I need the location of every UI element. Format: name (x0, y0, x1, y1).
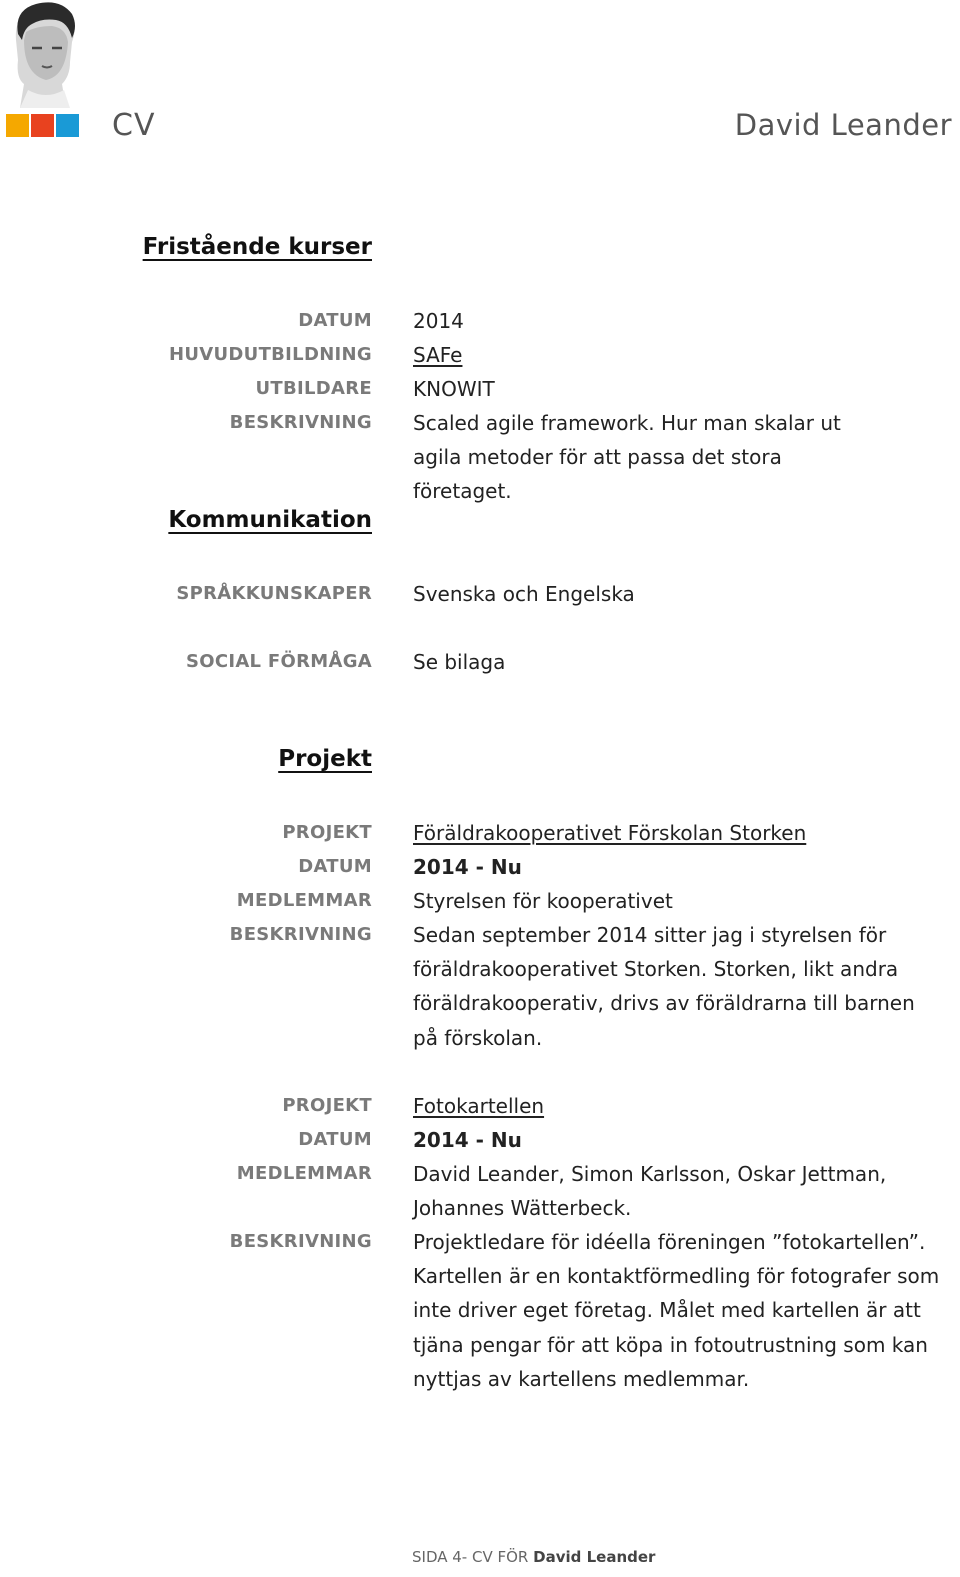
color-blocks (6, 114, 79, 137)
course-link-safe[interactable]: SAFe (413, 343, 463, 367)
cv-label: CV (112, 108, 156, 143)
project-date-label: DATUM (298, 856, 372, 877)
project-label: PROJEKT (282, 1095, 372, 1116)
section-title-communication: Kommunikation (168, 507, 372, 533)
page-footer (412, 1548, 655, 1566)
footer-prefix: SIDA 4- CV FÖR (412, 1548, 529, 1566)
blue-block (56, 114, 79, 137)
profile-photo (6, 0, 80, 108)
field-value-date: 2014 (413, 309, 464, 333)
field-label-social: SOCIAL FÖRMÅGA (185, 651, 372, 672)
project-description: Projektledare för idéella föreningen ”fotokartellen”. Kartellen är en kontaktförmedling för fotografer som inte driver eget företag. Målet med kartellen är att tjäna pengar för att köpa in fotoutrustning som kan nyttjas av kartellens medlemmar. (413, 1230, 940, 1391)
project-link[interactable]: Fotokartellen (413, 1094, 545, 1118)
section-title-projects: Projekt (278, 746, 372, 772)
project-description-label: BESKRIVNING (229, 1231, 372, 1252)
field-value-educator: KNOWIT (413, 377, 495, 401)
field-label-date: DATUM (298, 310, 372, 331)
field-label-languages: SPRÅKKUNSKAPER (176, 583, 372, 604)
field-label-educator: UTBILDARE (255, 378, 372, 399)
footer-name: David Leander (533, 1548, 656, 1566)
field-label-description: BESKRIVNING (229, 412, 372, 433)
section-title-courses: Fristående kurser (142, 234, 372, 260)
project-date: 2014 - Nu (413, 855, 522, 879)
project-date: 2014 - Nu (413, 1128, 522, 1152)
project-link[interactable]: Föräldrakooperativet Förskolan Storken (413, 821, 807, 845)
project-members: Styrelsen för kooperativet (413, 889, 673, 913)
red-block (31, 114, 54, 137)
yellow-block (6, 114, 29, 137)
project-date-label: DATUM (298, 1129, 372, 1150)
project-members: David Leander, Simon Karlsson, Oskar Jettman, Johannes Wätterbeck. (413, 1162, 887, 1221)
project-description-label: BESKRIVNING (229, 924, 372, 945)
field-value-languages: Svenska och Engelska (413, 582, 635, 606)
field-label-main-education: HUVUDUTBILDNING (169, 344, 372, 365)
field-value-social: Se bilaga (413, 650, 506, 674)
project-members-label: MEDLEMMAR (236, 1163, 372, 1184)
project-members-label: MEDLEMMAR (236, 890, 372, 911)
header-name: David Leander (734, 108, 952, 142)
project-description: Sedan september 2014 sitter jag i styrelsen för föräldrakooperativet Storken. Storken, likt andra föräldrakooperativ, drivs av föräldrarna till barnen på förskolan. (413, 923, 915, 1050)
project-label: PROJEKT (282, 822, 372, 843)
field-value-description: Scaled agile framework. Hur man skalar ut agila metoder för att passa det stora företaget. (413, 411, 841, 504)
